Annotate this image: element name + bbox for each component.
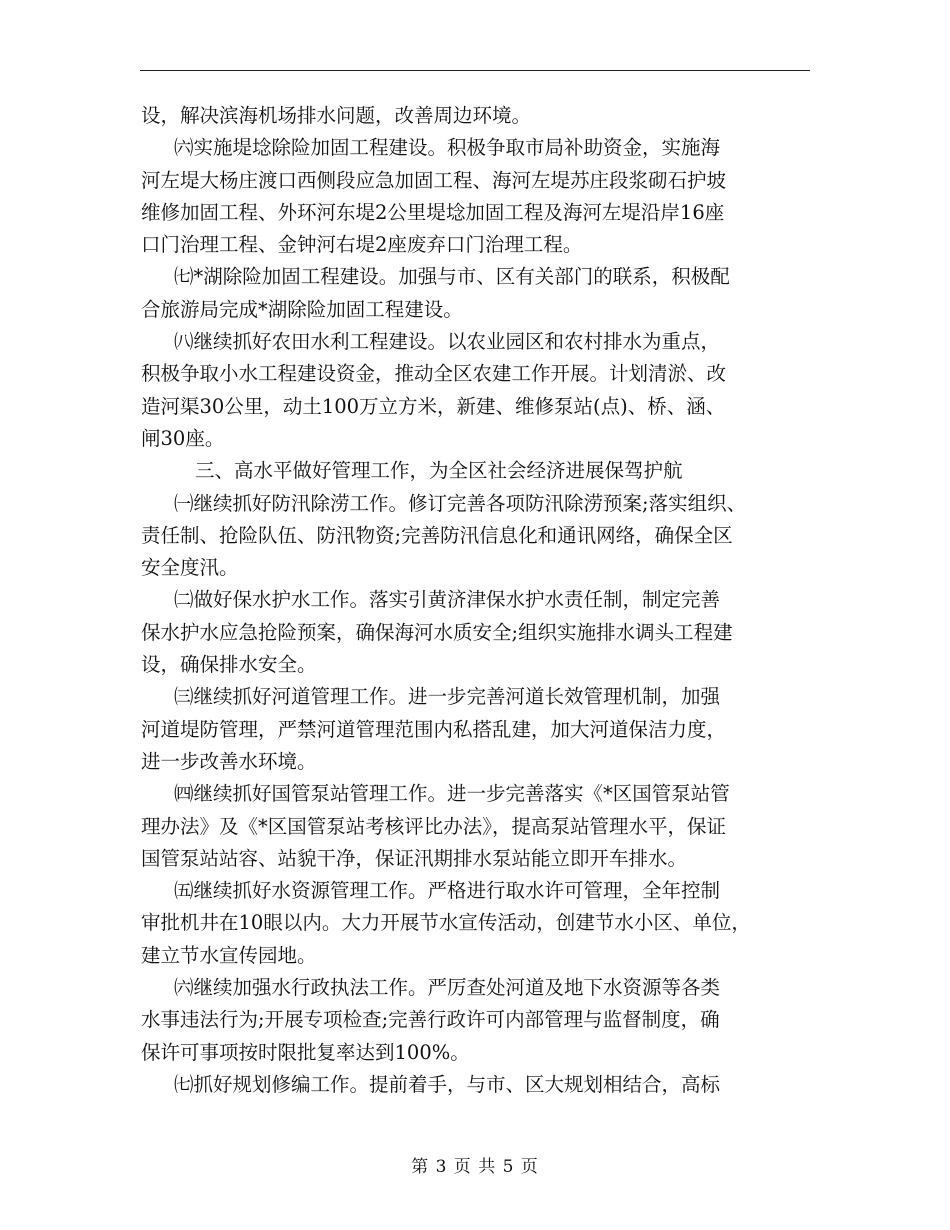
text-line: ㈦抓好规划修编工作。提前着手，与市、区大规划相结合，高标 bbox=[174, 1072, 721, 1096]
text-line: 造河渠30公里，动土100万立方米，新建、维修泵站(点)、桥、涵、 bbox=[141, 394, 726, 418]
text-line: 国管泵站站容、站貌干净，保证汛期排水泵站能立即开车排水。 bbox=[141, 846, 688, 870]
text-line: 审批机井在10眼以内。大力开展节水宣传活动，创建节水小区、单位， bbox=[141, 911, 751, 935]
text-line: 责任制、抢险队伍、防汛物资;完善防汛信息化和通讯网络，确保全区 bbox=[141, 523, 733, 547]
text-line: 设，解决滨海机场排水问题，改善周边环境。 bbox=[141, 104, 532, 127]
text-line: 河左堤大杨庄渡口西侧段应急加固工程、海河左堤苏庄段浆砌石护坡 bbox=[141, 168, 727, 192]
header-rule bbox=[140, 70, 810, 71]
text-line: 闸30座。 bbox=[141, 426, 225, 450]
text-line: ㈣继续抓好国管泵站管理工作。进一步完善落实《*区国管泵站管 bbox=[174, 782, 730, 806]
text-line: 河道堤防管理，严禁河道管理范围内私搭乱建，加大河道保洁力度， bbox=[141, 717, 727, 741]
section-heading: 三、高水平做好管理工作，为全区社会经济进展保驾护航 bbox=[195, 459, 683, 483]
text-line: ㈧继续抓好农田水利工程建设。以农业园区和农村排水为重点， bbox=[174, 330, 721, 354]
page-footer: 第 3 页 共 5 页 bbox=[411, 1157, 539, 1177]
text-line: 进一步改善水环境。 bbox=[141, 749, 317, 773]
text-line: ㈥实施堤埝除险加固工程建设。积极争取市局补助资金，实施海 bbox=[174, 136, 721, 160]
text-line: 保水护水应急抢险预案，确保海河水质安全;组织实施排水调头工程建 bbox=[141, 620, 733, 644]
text-line: ㈦*湖除险加固工程建设。加强与市、区有关部门的联系，积极配 bbox=[174, 265, 730, 289]
text-line: 保许可事项按时限批复率达到100%。 bbox=[141, 1040, 470, 1064]
text-line: 维修加固工程、外环河东堤2公里堤埝加固工程及海河左堤沿岸16座 bbox=[141, 200, 725, 224]
text-line: ㈥继续加强水行政执法工作。严厉查处河道及地下水资源等各类 bbox=[174, 976, 721, 1000]
text-line: ㈠继续抓好防汛除涝工作。修订完善各项防汛除涝预案;落实组织、 bbox=[174, 491, 747, 515]
text-line: 安全度汛。 bbox=[141, 556, 239, 580]
text-line: 口门治理工程、金钟河右堤2座废弃口门治理工程。 bbox=[141, 233, 583, 257]
text-line: 理办法》及《*区国管泵站考核评比办法》，提高泵站管理水平，保证 bbox=[141, 814, 727, 838]
text-line: 水事违法行为;开展专项检查;完善行政许可内部管理与监督制度，确 bbox=[141, 1008, 720, 1032]
document-body bbox=[141, 100, 811, 1101]
text-line: 建立节水宣传园地。 bbox=[141, 943, 317, 967]
text-line: 设，确保排水安全。 bbox=[141, 653, 317, 677]
text-line: ㈤继续抓好水资源管理工作。严格进行取水许可管理，全年控制 bbox=[174, 879, 721, 903]
text-line: 合旅游局完成*湖除险加固工程建设。 bbox=[141, 297, 463, 321]
text-line: ㈡做好保水护水工作。落实引黄济津保水护水责任制，制定完善 bbox=[174, 588, 721, 612]
text-line: ㈢继续抓好河道管理工作。进一步完善河道长效管理机制，加强 bbox=[174, 685, 721, 709]
text-line: 积极争取小水工程建设资金，推动全区农建工作开展。计划清淤、改 bbox=[141, 362, 727, 386]
